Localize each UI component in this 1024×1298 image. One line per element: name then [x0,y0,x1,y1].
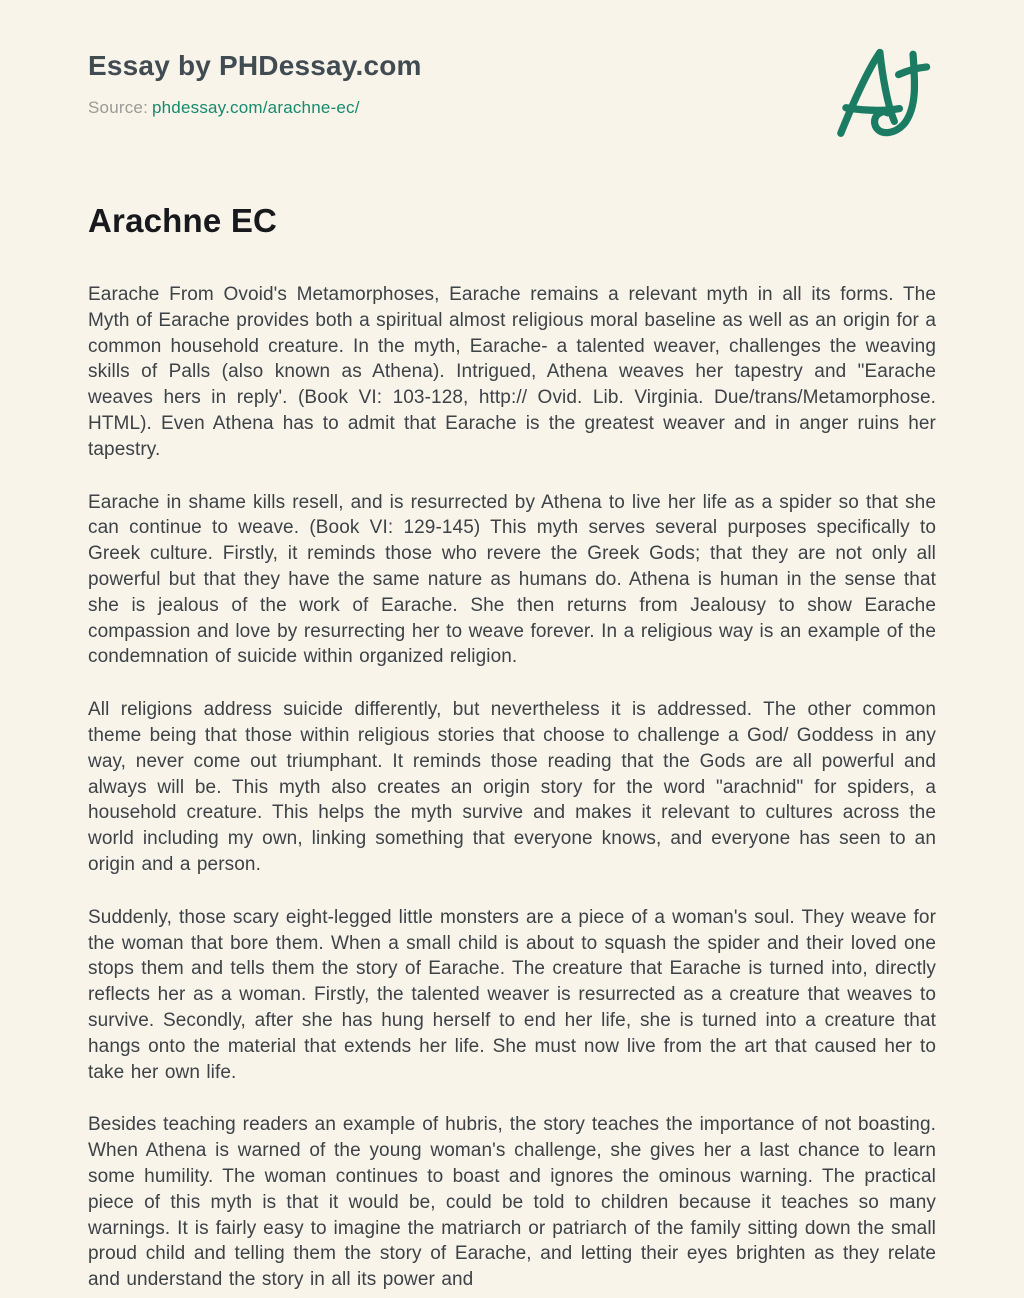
essay-paragraph-3: All religions address suicide differently, but nevertheless it is addressed. The other common theme being that those within religious stories that choose to challenge a God/ Goddess in any way, never come out triumphant. It reminds those reading that the Gods are all powerful and always will be. This myth also creates an origin story for the word "arachnid" for spiders, a household creature. This helps the myth survive and makes it relevant to cultures across the world including my own, linking something that everyone knows, and everyone has seen to an origin and a person. [88,699,936,875]
site-header-title: Essay by PHDessay.com [88,50,422,81]
essay-paragraph-5: Besides teaching readers an example of hubris, the story teaches the importance of not boasting. When Athena is warned of the young woman's challenge, she gives her a last chance to learn some humility. The woman continues to boast and ignores the ominous warning. The practical piece of this myth is that it would be, could be told to children because it teaches so many warnings. It is fairly easy to imagine the matriarch or patriarch of the family sitting down the small proud child and telling them the story of Earache, and letting their eyes brighten as they relate and understand the story in all its power and [88,1114,936,1291]
source-line [88,98,422,118]
essay-body [88,282,936,1293]
essay-paragraph-2: Earache in shame kills resell, and is resurrected by Athena to live her life as a spider so that she can continue to weave. (Book VI: 129-145) This myth serves several purposes specifically to Greek culture. Firstly, it reminds those who revere the Greek Gods; that they are not only all powerful but that they have the same nature as humans do. Athena is human in the sense that she is jealous of the work of Earache. She then returns from Jealousy to show Earache compassion and love by resurrecting her to weave forever. In a religious way is an example of the condemnation of suicide within organized religion. [88,491,936,668]
source-label: Source: [88,98,148,117]
source-link[interactable]: phdessay.com/arachne-ec/ [152,98,360,117]
header-text-block [88,40,422,118]
essay-paragraph-4: Suddenly, those scary eight-legged little monsters are a piece of a woman's soul. They weave for the woman that bore them. When a small child is about to squash the spider and their loved one stops them and tells them the story of Earache. The creature that Earache is turned into, directly reflects her as a woman. Firstly, the talented weaver is resurrected as a creature that weaves to survive. Secondly, after she has hung herself to end her life, she is turned into a creature that hangs onto the material that extends her life. She must now live from the art that caused her to take her own life. [88,906,936,1083]
essay-paragraph-1: Earache From Ovoid's Metamorphoses, Earache remains a relevant myth in all its forms. The Myth of Earache provides both a spiritual almost religious moral baseline as well as an origin for a common household creature. In the myth, Earache- a talented weaver, challenges the weaving skills of Palls (also known as Athena). Intrigued, Athena weaves her tapestry and "Earache weaves hers in reply'. (Book VI: 103-128, http:// Ovid. Lib. Virginia. Due/trans/Metamorphose. HTML). Even Athena has to admit that Earache is the greatest weaver and in anger ruins her tapestry. [88,284,936,460]
essay-title: Arachne EC [88,202,278,239]
page-header [88,40,936,148]
a-plus-logo-icon [834,42,936,148]
